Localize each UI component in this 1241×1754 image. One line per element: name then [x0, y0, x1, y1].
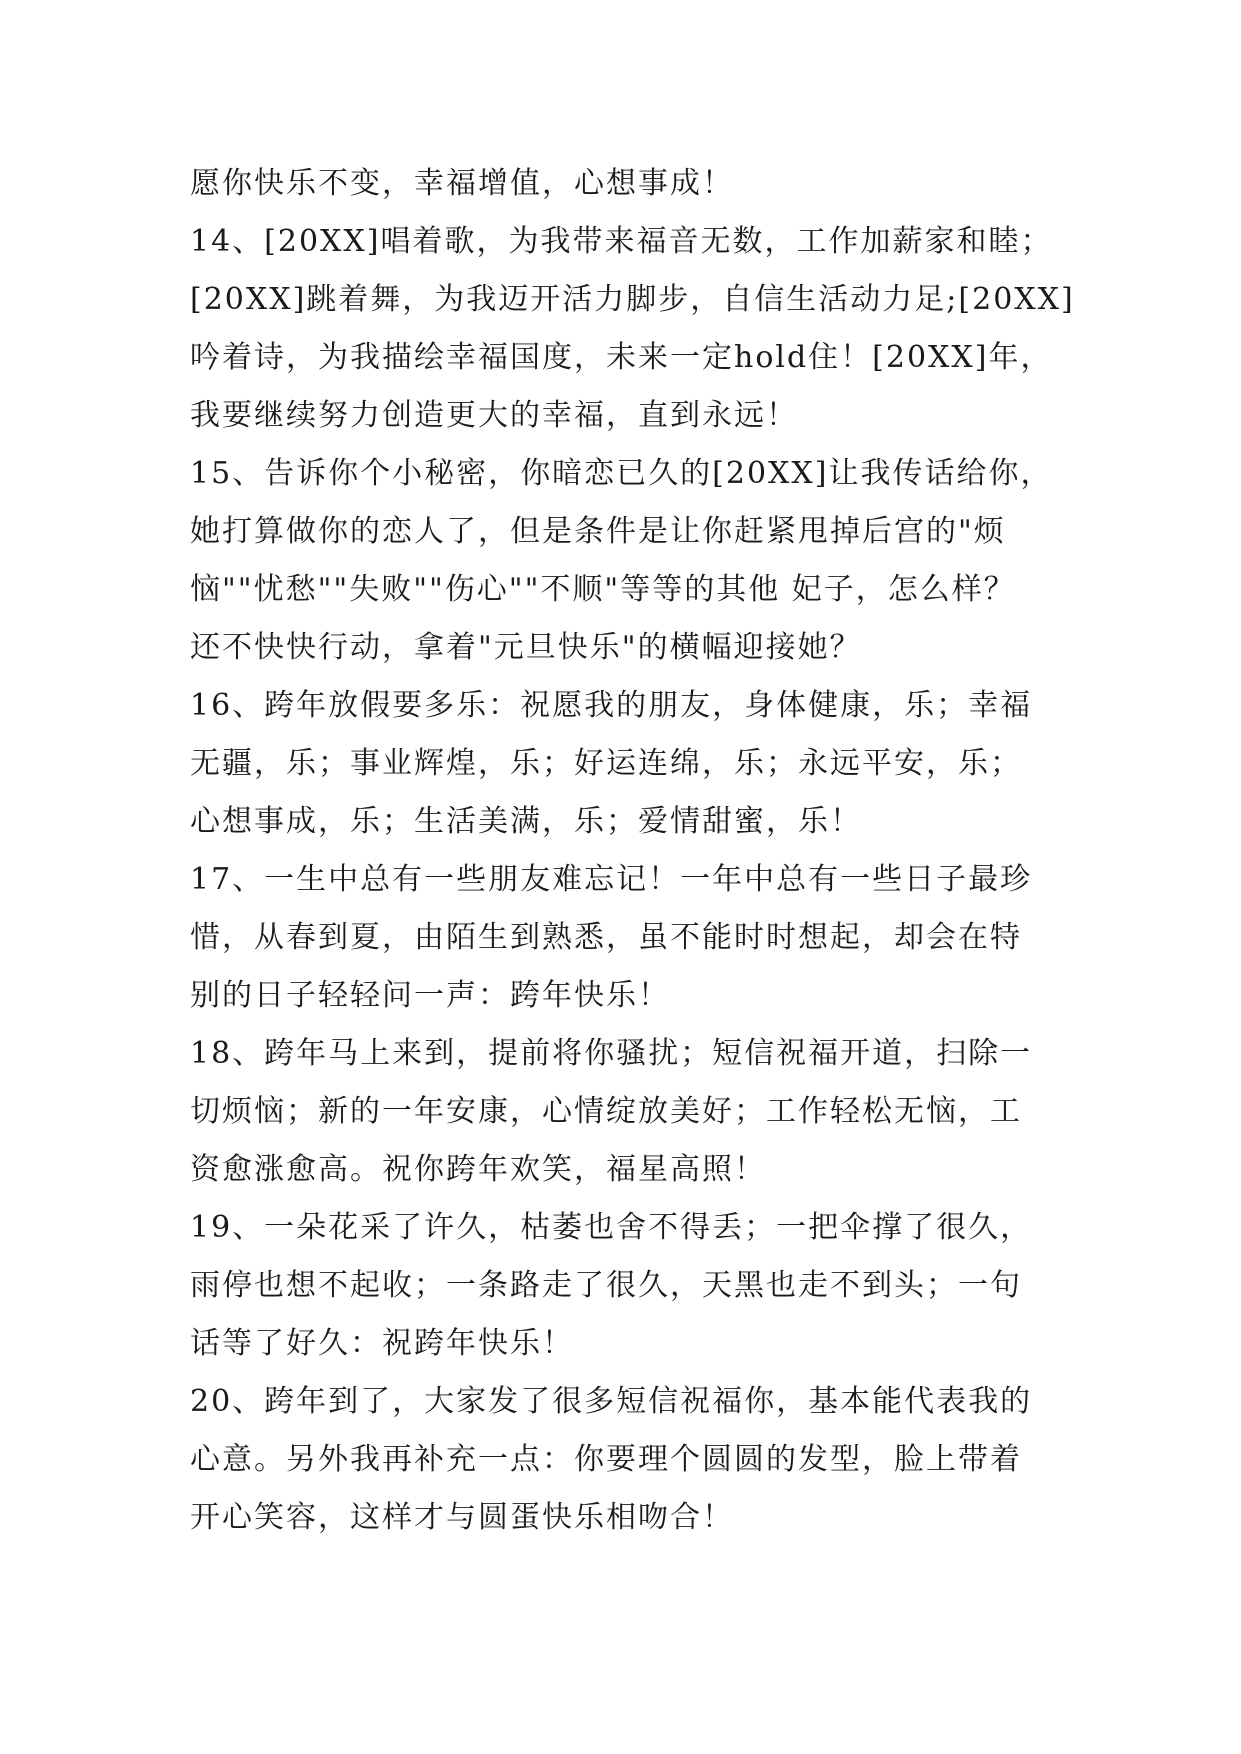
text-line: 还不快快行动，拿着"元旦快乐"的横幅迎接她？ [190, 630, 862, 665]
text-line: 雨停也想不起收；一条路走了很久，天黑也走不到头；一句 [190, 1268, 1022, 1303]
text-line: 17、一生中总有一些朋友难忘记！一年中总有一些日子最珍 [190, 862, 1033, 897]
text-line: 心想事成，乐；生活美满，乐；爱情甜蜜，乐！ [190, 804, 862, 839]
text-line: 愿你快乐不变，幸福增值，心想事成！ [190, 166, 734, 201]
text-line: 资愈涨愈高。祝你跨年欢笑，福星高照！ [190, 1152, 766, 1187]
text-line: 19、一朵花采了许久，枯萎也舍不得丢；一把伞撑了很久， [190, 1210, 1033, 1245]
text-line: 切烦恼；新的一年安康，心情绽放美好；工作轻松无恼，工 [190, 1094, 1022, 1129]
text-line: 话等了好久：祝跨年快乐！ [190, 1326, 574, 1361]
text-line: 20、跨年到了，大家发了很多短信祝福你，基本能代表我的 [190, 1384, 1033, 1419]
text-line: 16、跨年放假要多乐：祝愿我的朋友，身体健康，乐；幸福 [190, 688, 1033, 723]
text-line: [20XX]跳着舞，为我迈开活力脚步，自信生活动力足;[20XX] [190, 282, 1075, 317]
text-line: 15、告诉你个小秘密，你暗恋已久的[20XX]让我传话给你， [190, 456, 1053, 491]
text-line: 惜，从春到夏，由陌生到熟悉，虽不能时时想起，却会在特 [190, 920, 1022, 955]
text-line: 心意。另外我再补充一点：你要理个圆圆的发型，脸上带着 [190, 1442, 1022, 1477]
text-line: 我要继续努力创造更大的幸福，直到永远！ [190, 398, 798, 433]
text-line: 吟着诗，为我描绘幸福国度，未来一定hold住！[20XX]年， [190, 340, 1053, 375]
text-line: 别的日子轻轻问一声：跨年快乐！ [190, 978, 670, 1013]
text-line: 开心笑容，这样才与圆蛋快乐相吻合！ [190, 1500, 734, 1535]
text-line: 18、跨年马上来到，提前将你骚扰；短信祝福开道，扫除一 [190, 1036, 1033, 1071]
text-line: 恼""忧愁""失败""伤心""不顺"等等的其他 妃子，怎么样？ [190, 572, 1016, 607]
document-body [190, 155, 1075, 1547]
text-line: 无疆，乐；事业辉煌，乐；好运连绵，乐；永远平安，乐； [190, 746, 1022, 781]
text-line: 她打算做你的恋人了，但是条件是让你赶紧甩掉后宫的"烦 [190, 514, 1006, 549]
text-line: 14、[20XX]唱着歌，为我带来福音无数，工作加薪家和睦； [190, 224, 1053, 259]
